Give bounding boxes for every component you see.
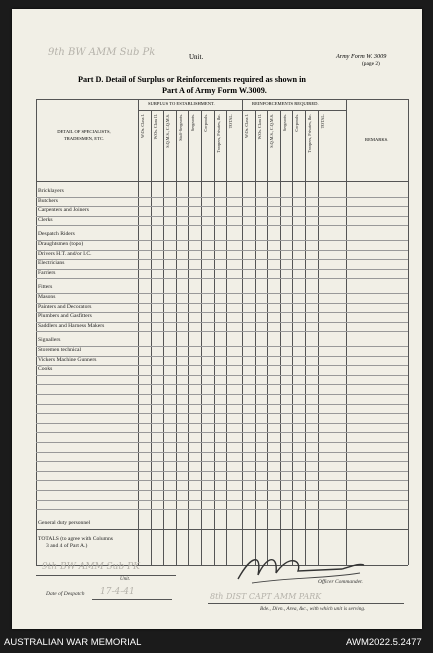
general-duty-label: General duty personnel	[38, 520, 91, 526]
trade-row-label: Despatch Riders	[38, 231, 75, 238]
blank-row-divider	[36, 480, 408, 481]
date-line	[92, 599, 172, 600]
trade-row-label: Clerks	[38, 216, 53, 223]
detail-header: DETAIL OF SPECIALISTS, TRADESMEN, ETC.	[57, 129, 111, 141]
row-divider	[36, 269, 408, 270]
handwritten-unit-top: 9th BW AMM Sub Pk	[48, 47, 156, 58]
reinforce-column-header: Troopers, Privates, &c.	[307, 114, 312, 153]
reinforce-column-header: Corporals.	[294, 114, 300, 132]
totals-label-line2: 3 and 4 of Part A.)	[46, 543, 88, 549]
remarks-header: REMARKS.	[365, 137, 389, 142]
row-divider	[36, 197, 408, 198]
trade-row-label: Painters and Decorators	[38, 303, 92, 310]
form-title-line1: Part D. Detail of Surplus or Reinforcements required as shown in	[78, 75, 306, 84]
totals-label-line1: TOTALS (to agree with Columns	[38, 536, 113, 542]
surplus-column-header: W.Os. Class II.	[152, 114, 158, 140]
grid-vline	[201, 110, 202, 565]
trade-row-label: Drivers H.T. and/or I.C.	[38, 250, 92, 257]
trade-row-label: Cooks	[38, 366, 53, 373]
trade-row-label: Saddlers and Harness Makers	[38, 322, 105, 329]
trade-row-label: Plumbers and Gasfitters	[38, 313, 92, 320]
blank-row-divider	[36, 442, 408, 443]
blank-row-divider	[36, 471, 408, 472]
footer-left: AUSTRALIAN WAR MEMORIAL	[4, 637, 142, 648]
row-divider	[36, 206, 408, 207]
grid-vline	[318, 110, 319, 565]
surplus-column-header: S.Q.M.S., C.Q.M.S.	[165, 114, 171, 148]
surplus-column-header: TOTAL.	[228, 114, 234, 129]
reinforce-column-header: TOTAL.	[319, 114, 325, 129]
grid-vline	[214, 110, 215, 565]
handwritten-station: 8th DIST CAPT AMM PARK	[210, 592, 322, 601]
grid-vline	[408, 99, 409, 565]
trade-row-label: Fitters	[38, 284, 53, 291]
table-top-border	[36, 99, 408, 100]
trade-row-label: Bricklayers	[38, 188, 64, 194]
reinforce-header: REINFORCEMENTS REQUIRED.	[252, 101, 319, 106]
page-note: (page 2)	[362, 61, 380, 67]
grid-vline	[305, 110, 306, 565]
blank-row-divider	[36, 432, 408, 433]
grid-vline	[151, 110, 152, 565]
blank-row-divider	[36, 423, 408, 424]
trade-row-label: Carpenters and Joiners	[38, 207, 89, 214]
footer-right: AWM2022.5.2477	[346, 637, 422, 648]
surplus-column-header: Troopers, Privates, &c.	[215, 114, 221, 153]
unit-label-bottom: Unit.	[120, 577, 131, 582]
reinforce-column-header: S.Q.M.S., C.Q.M.S.	[269, 114, 275, 148]
surplus-column-header: Staff-Sergeants.	[177, 114, 183, 141]
grid-vline	[292, 110, 293, 565]
trade-row-label: Storemen technical	[38, 347, 82, 353]
trade-row-label: Electricians	[38, 260, 65, 267]
row-divider	[36, 216, 408, 217]
grid-vline	[226, 110, 227, 565]
row-divider	[36, 278, 408, 279]
row-divider	[36, 331, 408, 332]
trade-row-label: Masons	[38, 294, 56, 300]
grid-vline	[176, 110, 177, 565]
row-divider	[36, 365, 408, 366]
reinforce-column-header: Sergeants.	[281, 114, 287, 132]
blank-row-divider	[36, 500, 408, 501]
unit-signature-line	[36, 575, 176, 576]
row-divider	[36, 225, 408, 226]
reinforce-column-header: W.Os. Class II.	[256, 114, 262, 140]
station-line	[208, 603, 404, 604]
form-number: Army Form W. 3009	[336, 53, 387, 60]
blank-row-divider	[36, 394, 408, 395]
grid-vline	[163, 110, 164, 565]
grid-vline	[267, 110, 268, 565]
blank-row-divider	[36, 461, 408, 462]
handwritten-unit-bottom: 9th BW AMM Sub PK	[42, 562, 140, 572]
surplus-column-header: Sergeants.	[190, 114, 196, 132]
blank-row-divider	[36, 490, 408, 491]
row-divider	[36, 303, 408, 304]
form-title-line2: Part A of Army Form W.3009.	[162, 86, 267, 95]
row-divider	[36, 346, 408, 347]
blank-row-divider	[36, 384, 408, 385]
trade-row-label: Farriers	[38, 269, 56, 276]
grid-vline	[280, 110, 281, 565]
grid-vline	[188, 110, 189, 565]
date-label: Date of Despatch	[46, 591, 85, 597]
trade-row-label: Butchers	[38, 197, 58, 204]
trade-row-label: Draughtsmen (topo)	[38, 241, 84, 247]
trade-row-label: Vickers Machine Gunners	[38, 356, 97, 363]
blank-row-divider	[36, 509, 408, 510]
blank-row-divider	[36, 404, 408, 405]
form-page	[12, 9, 422, 629]
surplus-column-header: Corporals.	[203, 114, 208, 132]
commander-label: Officer Commander.	[318, 579, 363, 585]
date-value: 17-4-41	[100, 587, 135, 597]
row-divider	[36, 259, 408, 260]
row-divider	[36, 293, 408, 294]
grid-vline	[255, 110, 256, 565]
surplus-column-header: W.Os. Class I.	[140, 114, 145, 138]
unit-label-top: Unit.	[189, 53, 204, 61]
blank-row-divider	[36, 452, 408, 453]
totals-divider	[36, 529, 408, 530]
station-label: Bde., Divn., Area, &c., with which unit is serving.	[260, 606, 366, 612]
surplus-header: SURPLUS TO ESTABLISHMENT.	[148, 101, 215, 106]
row-divider	[36, 240, 408, 241]
reinforce-column-header: W.Os. Class I.	[244, 114, 249, 138]
row-divider	[36, 375, 408, 376]
trade-row-label: Signallers	[38, 337, 61, 344]
blank-row-divider	[36, 413, 408, 414]
header-bottom-border	[36, 181, 408, 182]
